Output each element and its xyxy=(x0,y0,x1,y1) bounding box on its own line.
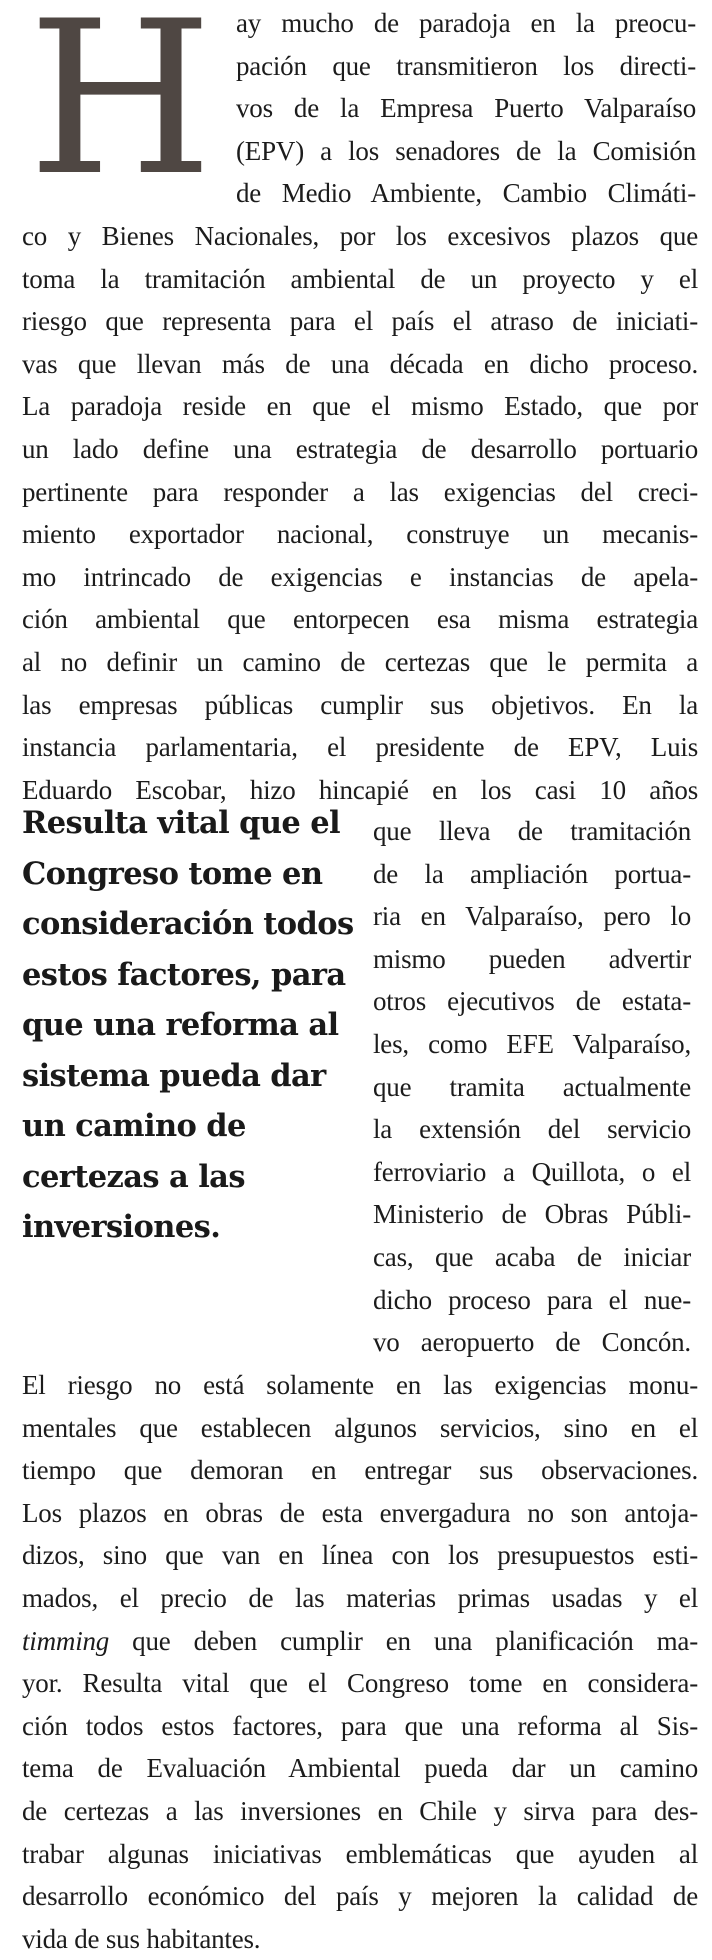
text-line: mismo pueden advertir xyxy=(373,943,691,974)
text-line: mados, el precio de las materias primas usadas y el xyxy=(22,1583,698,1613)
text-line: La paradoja reside en que el mismo Estado, que por xyxy=(22,391,698,422)
text-line: de la ampliación portua- xyxy=(373,858,691,889)
text-line: ción ambiental que entorpecen esa misma estrategia xyxy=(22,604,698,635)
text-line: ferroviario a Quillota, o el xyxy=(373,1156,691,1187)
text-line: miento exportador nacional, construye un mecanis- xyxy=(22,519,698,550)
pull-quote-line: que una reforma al xyxy=(22,1007,339,1043)
text-line: dicho proceso para el nue- xyxy=(373,1284,691,1315)
text-line: Eduardo Escobar, hizo hincapié en los casi 10 años xyxy=(22,774,698,805)
text-line: mentales que establecen algunos servicios, sino en el xyxy=(22,1412,698,1443)
text-line: trabar algunas iniciativas emblemáticas que ayuden al xyxy=(22,1838,698,1869)
text-line: co y Bienes Nacionales, por los excesivos plazos que xyxy=(22,221,698,251)
pull-quote-line: consideración todos xyxy=(22,906,354,942)
text-line: Ministerio de Obras Públi- xyxy=(373,1199,691,1230)
text-line: les, como EFE Valparaíso, xyxy=(373,1029,691,1059)
text-line: un lado define una estrategia de desarrollo portuario xyxy=(22,434,698,464)
text-line: timming que deben cumplir en una planificación ma- xyxy=(22,1625,698,1656)
text-line: dizos, sino que van en línea con los presupuestos esti- xyxy=(22,1540,698,1571)
text-line: vas que llevan más de una década en dicho proceso. xyxy=(22,348,698,379)
text-line: pación que transmitieron los directi- xyxy=(236,50,696,81)
text-line: ción todos estos factores, para que una reforma al Sis- xyxy=(22,1710,698,1741)
text-line: al no definir un camino de certezas que le permita a xyxy=(22,647,698,677)
text-line: tiempo que demoran en entregar sus observaciones. xyxy=(22,1455,698,1486)
text-line: vo aeropuerto de Concón. xyxy=(373,1327,691,1358)
pull-quote-line: inversiones. xyxy=(22,1209,221,1245)
text-line: la extensión del servicio xyxy=(373,1114,691,1145)
text-line: tema de Evaluación Ambiental pueda dar un camino xyxy=(22,1753,698,1784)
text-line: mo intrincado de exigencias e instancias de apela- xyxy=(22,561,698,592)
text-line: pertinente para responder a las exigencias del creci- xyxy=(22,476,698,507)
text-line: Los plazos en obras de esta envergadura no son antoja- xyxy=(22,1497,698,1528)
pull-quote-line: certezas a las xyxy=(22,1158,245,1195)
text-line: ria en Valparaíso, pero lo xyxy=(373,901,691,932)
text-line: toma la tramitación ambiental de un proyecto y el xyxy=(22,263,698,294)
pull-quote-line: un camino de xyxy=(22,1108,246,1144)
pull-quote-line: Congreso tome en xyxy=(22,855,323,892)
text-line: cas, que acaba de iniciar xyxy=(373,1242,691,1272)
text-line: de certezas a las inversiones en Chile y sirva para des- xyxy=(22,1796,698,1826)
text-line: instancia parlamentaria, el presidente de EPV, Luis xyxy=(22,732,698,763)
pull-quote-line: estos factores, para xyxy=(22,956,346,993)
text-line: (EPV) a los senadores de la Comisión xyxy=(236,135,696,166)
pull-quote-line: Resulta vital que el xyxy=(22,805,341,841)
text-line: que lleva de tramitación xyxy=(373,816,691,846)
text-line: que tramita actualmente xyxy=(373,1071,691,1102)
text-line: vida de sus habitantes. xyxy=(22,1923,261,1954)
text-line: yor. Resulta vital que el Congreso tome en considera- xyxy=(22,1668,698,1699)
text-line: de Medio Ambiente, Cambio Climáti- xyxy=(236,178,696,209)
text-line: desarrollo económico del país y mejoren la calidad de xyxy=(22,1881,698,1912)
text-line: El riesgo no está solamente en las exigencias monu- xyxy=(22,1370,698,1400)
text-line: las empresas públicas cumplir sus objetivos. En la xyxy=(22,689,698,720)
pull-quote xyxy=(22,798,352,1253)
text-line: otros ejecutivos de estata- xyxy=(373,986,691,1017)
pull-quote-line: sistema pueda dar xyxy=(22,1057,326,1094)
text-line: riesgo que representa para el país el atraso de iniciati- xyxy=(22,306,698,337)
drop-cap: H xyxy=(28,0,213,222)
text-line: ay mucho de paradoja en la preocu- xyxy=(236,8,696,38)
text-line: vos de la Empresa Puerto Valparaíso xyxy=(236,93,696,124)
